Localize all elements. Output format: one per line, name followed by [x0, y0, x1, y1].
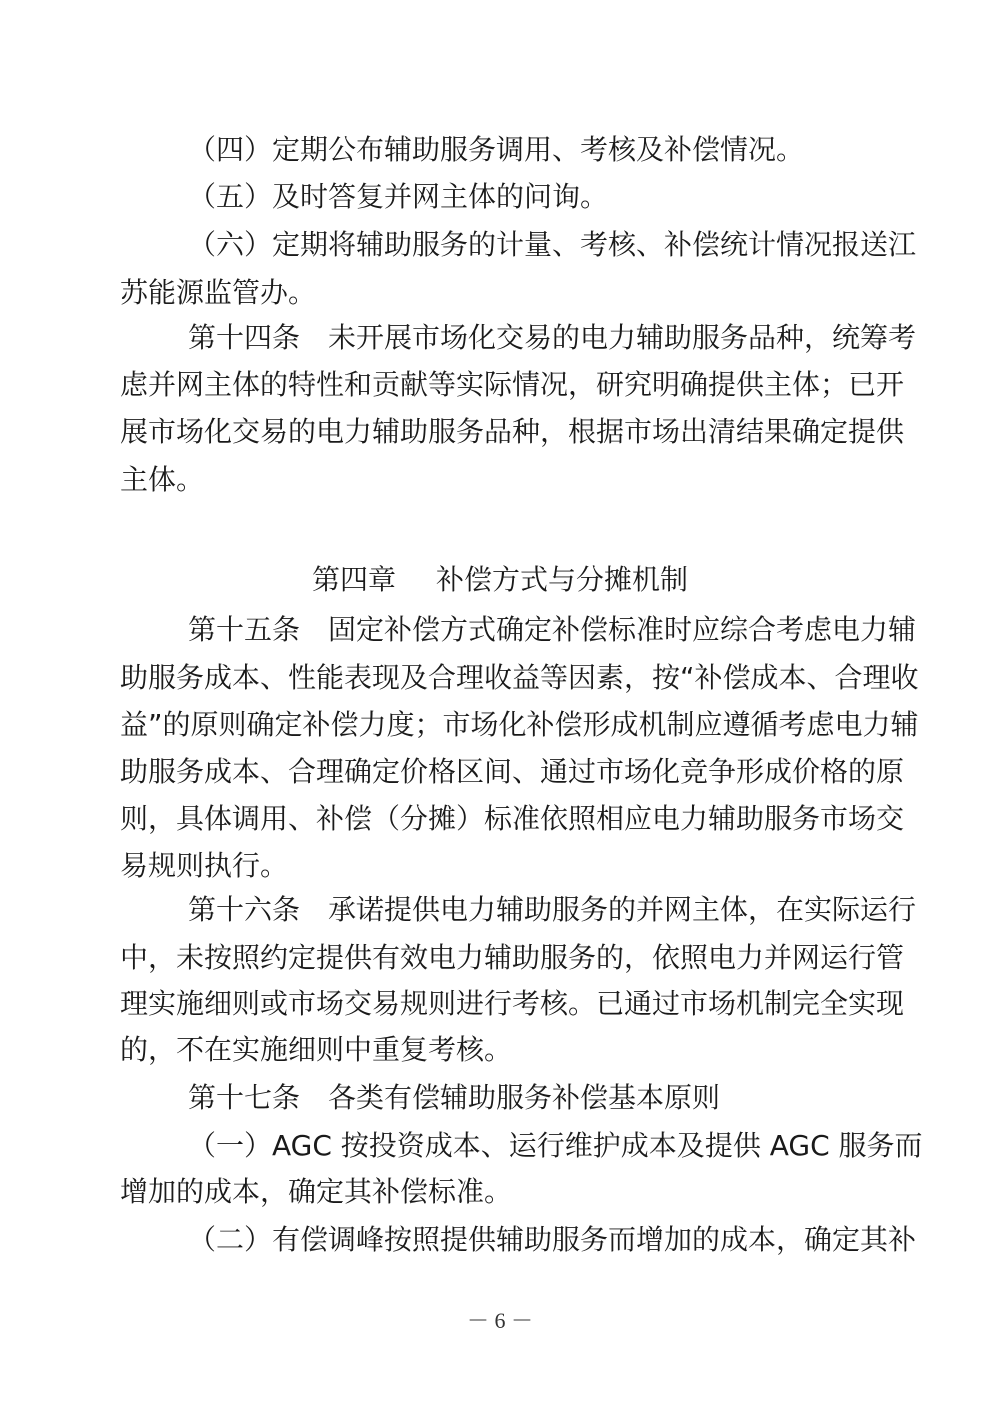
text-line: 易规则执行。: [120, 849, 289, 882]
text-line: 则，具体调用、补偿（分摊）标准依照相应电力辅助服务市场交: [120, 802, 905, 835]
text-line: 助服务成本、合理确定价格区间、通过市场化竞争形成价格的原: [120, 755, 905, 788]
chapter-heading: [0, 560, 1000, 600]
chapter-number: 第四章: [311, 563, 396, 596]
text-line: （五）及时答复并网主体的问询。: [188, 180, 609, 213]
text-line: （四）定期公布辅助服务调用、考核及补偿情况。: [188, 133, 805, 166]
text-line: 第十四条 未开展市场化交易的电力辅助服务品种，统筹考: [188, 321, 917, 354]
text-line: （一）AGC 按投资成本、运行维护成本及提供 AGC 服务而: [188, 1129, 923, 1162]
page-number: － 6 －: [466, 1308, 533, 1333]
text-line: 展市场化交易的电力辅助服务品种，根据市场出清结果确定提供: [120, 415, 905, 448]
text-line: 苏能源监管办。: [120, 276, 317, 309]
text-line: （二）有偿调峰按照提供辅助服务而增加的成本，确定其补: [188, 1223, 917, 1256]
text-line: （六）定期将辅助服务的计量、考核、补偿统计情况报送江: [188, 228, 917, 261]
chapter-title: 补偿方式与分摊机制: [436, 563, 689, 596]
text-line: 第十六条 承诺提供电力辅助服务的并网主体，在实际运行: [188, 893, 917, 926]
text-line: 第十七条 各类有偿辅助服务补偿基本原则: [188, 1081, 721, 1114]
text-line: 虑并网主体的特性和贡献等实际情况，研究明确提供主体；已开: [120, 368, 905, 401]
text-line: 增加的成本，确定其补偿标准。: [120, 1175, 513, 1208]
text-line: 主体。: [120, 463, 205, 496]
text-line: 益”的原则确定补偿力度；市场化补偿形成机制应遵循考虑电力辅: [120, 708, 919, 741]
text-line: 理实施细则或市场交易规则进行考核。已通过市场机制完全实现: [120, 987, 905, 1020]
text-line: 中，未按照约定提供有效电力辅助服务的，依照电力并网运行管: [120, 941, 905, 974]
text-line: 第十五条 固定补偿方式确定补偿标准时应综合考虑电力辅: [188, 613, 917, 646]
text-line: 助服务成本、性能表现及合理收益等因素，按“补偿成本、合理收: [120, 661, 919, 694]
text-line: 的，不在实施细则中重复考核。: [120, 1033, 513, 1066]
